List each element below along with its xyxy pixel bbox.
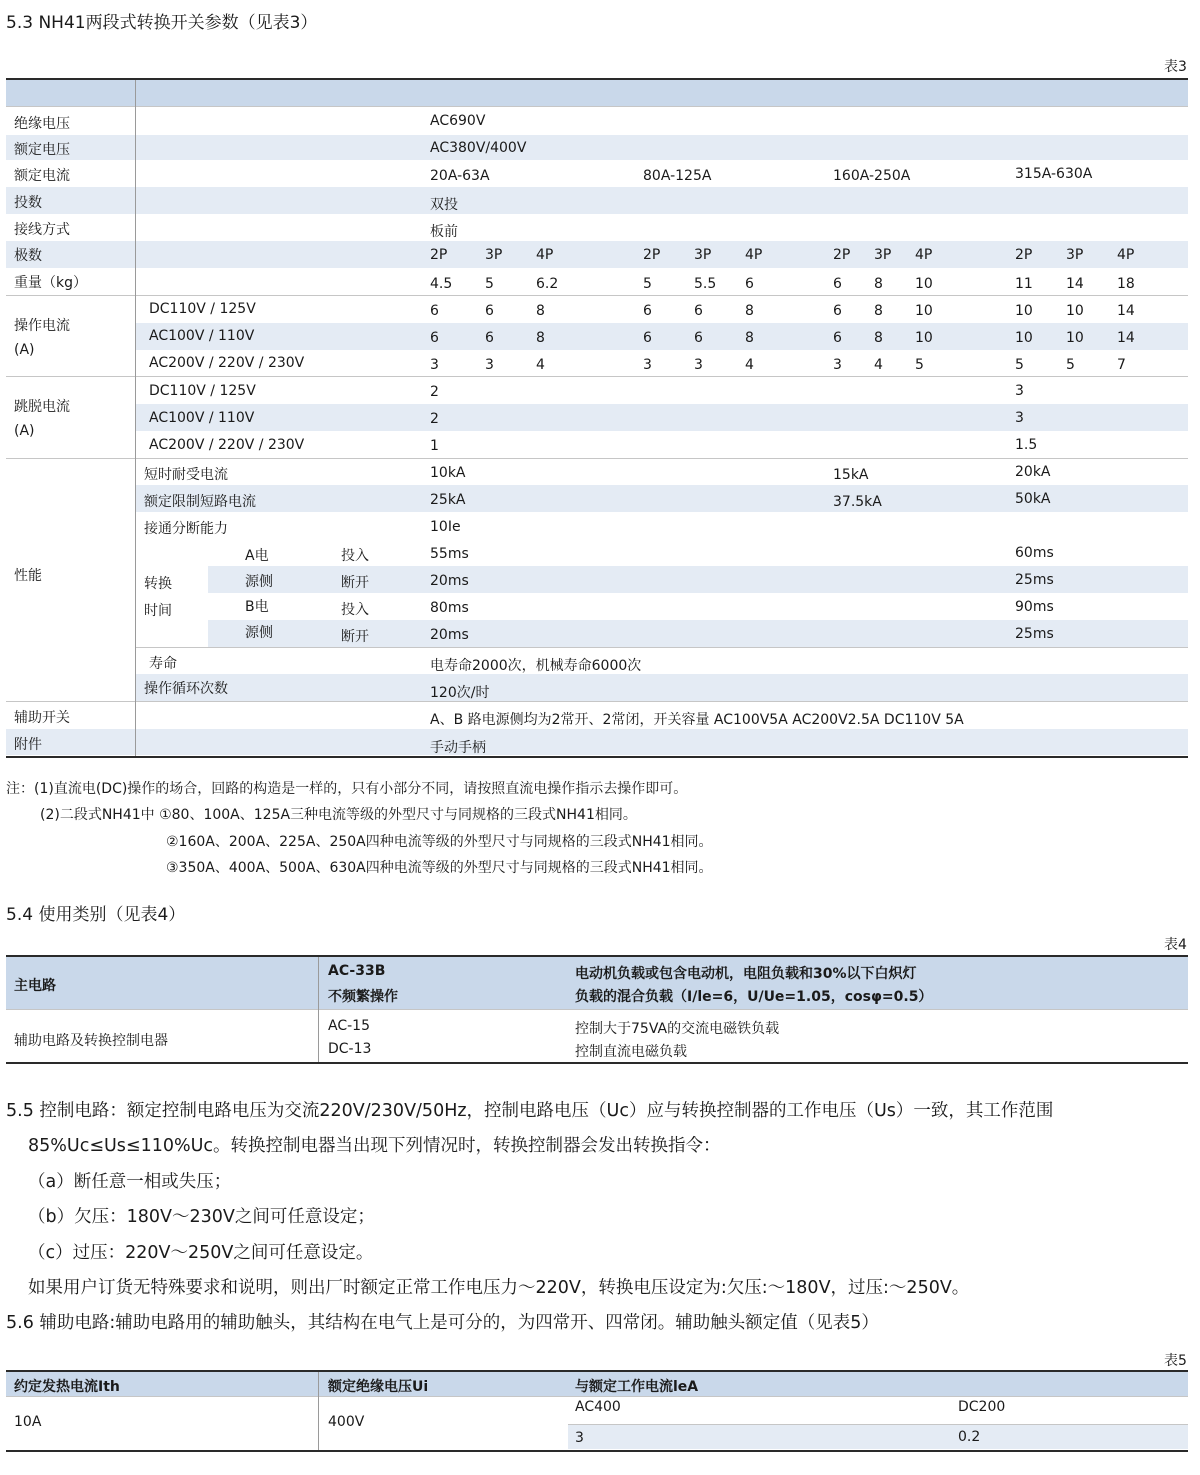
cell-value: 3 <box>694 357 703 373</box>
category-description: 电动机负载或包含电动机，电阻负载和30%以下白炽灯 <box>575 966 917 982</box>
table4-top-rule <box>6 955 1188 957</box>
cell-value: 10Ie <box>430 519 461 535</box>
cell-value: 315A-630A <box>1015 166 1093 182</box>
row-band <box>136 674 1188 701</box>
cell-value: 2P <box>833 247 851 263</box>
row-label: 辅助开关 <box>14 710 70 726</box>
cell-value: 3P <box>694 247 712 263</box>
cell-value: 6 <box>694 330 703 346</box>
cell-value: 18 <box>1117 276 1135 292</box>
cell-value: 6.2 <box>536 276 559 292</box>
cell-value: 90ms <box>1015 599 1054 615</box>
cell-value: 1.5 <box>1015 437 1038 453</box>
cell-value: 14 <box>1066 276 1084 292</box>
cell-value: 15kA <box>833 467 869 483</box>
column-header: 约定发热电流Ith <box>14 1379 120 1395</box>
cell-value: 6 <box>694 303 703 319</box>
cell-value: 2P <box>1015 247 1033 263</box>
sub-row-label: A电 <box>245 548 269 564</box>
sub-row-label: 转换 <box>144 576 172 592</box>
cell-value: 6 <box>833 330 842 346</box>
cell-value: 3 <box>1015 383 1024 399</box>
sub-row-label: 额定限制短路电流 <box>144 494 256 510</box>
cell-value: 电寿命2000次，机械寿命6000次 <box>430 658 642 674</box>
cell-value: 5 <box>485 276 494 292</box>
cell-value: 6 <box>745 276 754 292</box>
sub-row-label: 源侧 <box>245 574 273 590</box>
cell-value: 6 <box>485 303 494 319</box>
cell-value: 0.2 <box>958 1429 981 1445</box>
cell-value: 3P <box>485 247 503 263</box>
cell-value: 14 <box>1117 303 1135 319</box>
section-5-5-line-3: 如果用户订货无特殊要求和说明，则出厂时额定正常工作电压力～220V，转换电压设定为:欠压:～180V，过压:～250V。 <box>28 1278 970 1298</box>
cell-value: 3 <box>575 1430 584 1446</box>
condition-c: （c）过压：220V～250V之间可任意设定。 <box>28 1243 374 1263</box>
cell-value: DC200 <box>958 1399 1006 1415</box>
cell-value: 50kA <box>1015 491 1051 507</box>
cell-value: 3 <box>485 357 494 373</box>
category-code: AC-33B <box>328 963 386 979</box>
sub-row-label: DC110V / 125V <box>149 383 256 399</box>
cell-value: 6 <box>643 303 652 319</box>
cell-value: 双投 <box>430 197 458 213</box>
cell-value: 5.5 <box>694 276 717 292</box>
rule <box>6 1009 1188 1010</box>
cell-value: 2P <box>643 247 661 263</box>
sub-row-label: B电 <box>245 599 269 615</box>
cell-value: 4 <box>745 357 754 373</box>
sub-row-label: 短时耐受电流 <box>144 467 228 483</box>
row-band <box>136 404 1188 431</box>
cell-value: 5 <box>1015 357 1024 373</box>
column-header: 额定绝缘电压Ui <box>328 1379 429 1395</box>
row-band <box>6 729 1188 755</box>
cell-value: 8 <box>874 276 883 292</box>
row-band <box>6 187 1188 214</box>
row-band <box>6 241 1188 268</box>
sub-row-label: 寿命 <box>149 656 177 672</box>
cell-value: AC690V <box>430 113 486 129</box>
cell-value: 4 <box>874 357 883 373</box>
table3-bottom-rule <box>6 756 1188 758</box>
cell-value: 板前 <box>430 224 458 240</box>
cell-value: 25ms <box>1015 626 1054 642</box>
cell-value: 8 <box>874 330 883 346</box>
rule <box>6 295 1188 296</box>
cell-value: 80A-125A <box>643 168 712 184</box>
cell-value: 10 <box>1015 303 1033 319</box>
cell-value: 3P <box>874 247 892 263</box>
cell-value: 4.5 <box>430 276 453 292</box>
cell-value: 3 <box>430 357 439 373</box>
row-label: 接线方式 <box>14 222 70 238</box>
row-label: 绝缘电压 <box>14 116 70 132</box>
row-label: 跳脱电流 <box>14 399 70 415</box>
section-5-3-title: 5.3 NH41两段式转换开关参数（见表3） <box>6 13 318 33</box>
cell-value: 4P <box>1117 247 1135 263</box>
sub-row-label: 时间 <box>144 603 172 619</box>
sub-row-label: AC200V / 220V / 230V <box>149 437 305 453</box>
section-5-6-line: 5.6 辅助电路:辅助电路用的辅助触头，其结构在电气上是可分的，为四常开、四常闭。辅助触头额定值（见表5） <box>6 1313 879 1333</box>
cell-value: 6 <box>833 303 842 319</box>
cell-value: 2P <box>430 247 448 263</box>
rule <box>6 376 1188 377</box>
cell-value: AC400 <box>575 1399 621 1415</box>
cell-value: 20A-63A <box>430 168 490 184</box>
cell-value: 20ms <box>430 573 469 589</box>
row-label: (A) <box>14 423 35 439</box>
cell-value: 37.5kA <box>833 494 882 510</box>
condition-b: （b）欠压：180V～230V之间可任意设定； <box>28 1207 375 1227</box>
cell-value: 4 <box>536 357 545 373</box>
table3-header-band <box>6 80 1188 106</box>
cell-value: 5 <box>643 276 652 292</box>
cell-value: 120次/时 <box>430 685 490 701</box>
action-label: 断开 <box>341 575 369 591</box>
cell-value: 8 <box>745 330 754 346</box>
cell-value: 10 <box>1066 330 1084 346</box>
rule <box>6 458 1188 459</box>
category-description: 控制大于75VA的交流电磁铁负载 <box>575 1021 780 1037</box>
cell-value: 3 <box>833 357 842 373</box>
cell-value: 80ms <box>430 600 469 616</box>
cell-value: 6 <box>430 330 439 346</box>
sub-row-label: 接通分断能力 <box>144 521 228 537</box>
cell-value: 8 <box>745 303 754 319</box>
cell-value: 5 <box>915 357 924 373</box>
cell-value: 20ms <box>430 627 469 643</box>
cell-value: 160A-250A <box>833 168 911 184</box>
sub-row-label: AC100V / 110V <box>149 410 255 426</box>
cell-value: 2 <box>430 411 439 427</box>
column-header: 与额定工作电流leA <box>575 1379 699 1395</box>
cell-value: 4P <box>536 247 554 263</box>
cell-value: 2 <box>430 384 439 400</box>
note-4: ③350A、400A、500A、630A四种电流等级的外型尺寸与同规格的三段式NH41相同。 <box>166 860 713 876</box>
action-label: 投入 <box>341 602 369 618</box>
cell-value: 8 <box>536 330 545 346</box>
cell-value: AC380V/400V <box>430 140 527 156</box>
column-divider <box>318 1372 319 1450</box>
cell-value: 20kA <box>1015 464 1051 480</box>
category-code: DC-13 <box>328 1041 372 1057</box>
sub-row-label: 源侧 <box>245 625 273 641</box>
row-label: 性能 <box>14 568 42 584</box>
sub-row-label: DC110V / 125V <box>149 301 256 317</box>
sub-row-label: 操作循环次数 <box>144 681 228 697</box>
row-label: 额定电流 <box>14 168 70 184</box>
cell-value: 10 <box>915 330 933 346</box>
cell-value: 8 <box>536 303 545 319</box>
action-label: 断开 <box>341 629 369 645</box>
note-1: 注：(1)直流电(DC)操作的场合，回路的构造是一样的，只有小部分不同，请按照直流电操作指示去操作即可。 <box>6 781 688 797</box>
cell-value: 7 <box>1117 357 1126 373</box>
table3-top-rule <box>6 78 1188 80</box>
rule <box>6 106 1188 107</box>
column-divider <box>135 80 136 756</box>
column-divider <box>318 957 319 1062</box>
cell-value: 4P <box>915 247 933 263</box>
cell-value: 25kA <box>430 492 466 508</box>
row-label: 投数 <box>14 195 42 211</box>
rule <box>136 647 1188 648</box>
rule <box>6 1396 1188 1397</box>
condition-a: （a）断任意一相或失压； <box>28 1172 232 1192</box>
table5-top-rule <box>6 1370 1188 1372</box>
cell-value: 6 <box>643 330 652 346</box>
action-label: 投入 <box>341 548 369 564</box>
row-label: (A) <box>14 342 35 358</box>
cell-value: 6 <box>833 276 842 292</box>
cell-value: 10 <box>1015 330 1033 346</box>
rule <box>568 1424 1188 1425</box>
cell-value: 14 <box>1117 330 1135 346</box>
row-band <box>568 1424 1188 1449</box>
row-band <box>6 135 1188 160</box>
cell-value: 3P <box>1066 247 1084 263</box>
table5-bottom-rule <box>6 1450 1188 1452</box>
section-5-4-title: 5.4 使用类别（见表4） <box>6 905 186 925</box>
cell-value: 10 <box>915 276 933 292</box>
row-label: 操作电流 <box>14 318 70 334</box>
cell-value: 10 <box>1066 303 1084 319</box>
cell-value: 60ms <box>1015 545 1054 561</box>
category-description: 负载的混合负载（I/le=6，U/Ue=1.05，cosφ=0.5） <box>575 989 933 1005</box>
rule <box>6 701 1188 702</box>
cell-value: 4P <box>745 247 763 263</box>
table4-label: 表4 <box>1164 937 1187 953</box>
category-code: AC-15 <box>328 1018 370 1034</box>
table4-bottom-rule <box>6 1062 1188 1064</box>
cell-value: 8 <box>874 303 883 319</box>
cell-value: 400V <box>328 1414 365 1430</box>
sub-row-label: AC200V / 220V / 230V <box>149 355 305 371</box>
section-5-5-line-1: 5.5 控制电路：额定控制电路电压为交流220V/230V/50Hz，控制电路电压（Uc）应与转换控制器的工作电压（Us）一致，其工作范围 <box>6 1101 1054 1121</box>
note-2: (2)二段式NH41中 ①80、100A、125A三种电流等级的外型尺寸与同规格的三段式NH41相同。 <box>40 807 637 823</box>
cell-value: 25ms <box>1015 572 1054 588</box>
section-5-5-line-2: 85%Uc≤Us≤110%Uc。转换控制电器当出现下列情况时，转换控制器会发出转换指令： <box>28 1136 721 1156</box>
row-label: 附件 <box>14 737 42 753</box>
cell-value: 手动手柄 <box>430 740 486 756</box>
row-label: 额定电压 <box>14 142 70 158</box>
cell-value: 10A <box>14 1414 42 1430</box>
cell-value: 55ms <box>430 546 469 562</box>
cell-value: 6 <box>430 303 439 319</box>
cell-value: 11 <box>1015 276 1033 292</box>
cell-value: 10 <box>915 303 933 319</box>
note-3: ②160A、200A、225A、250A四种电流等级的外型尺寸与同规格的三段式NH41相同。 <box>166 834 713 850</box>
category-description: 控制直流电磁负载 <box>575 1044 687 1060</box>
cell-value: 10kA <box>430 465 466 481</box>
cell-value: 1 <box>430 438 439 454</box>
cell-value: 3 <box>643 357 652 373</box>
row-label: 重量（kg） <box>14 275 87 291</box>
main-circuit-label: 主电路 <box>14 978 56 994</box>
category-note: 不频繁操作 <box>328 989 398 1005</box>
table3-label: 表3 <box>1164 59 1187 75</box>
table5-label: 表5 <box>1164 1353 1187 1369</box>
cell-value: 5 <box>1066 357 1075 373</box>
aux-circuit-label: 辅助电路及转换控制电器 <box>14 1033 168 1049</box>
row-label: 极数 <box>14 248 42 264</box>
cell-value: A、B 路电源侧均为2常开、2常闭，开关容量 AC100V5A AC200V2.5A DC110V 5A <box>430 712 964 728</box>
sub-row-label: AC100V / 110V <box>149 328 255 344</box>
cell-value: 3 <box>1015 410 1024 426</box>
cell-value: 6 <box>485 330 494 346</box>
